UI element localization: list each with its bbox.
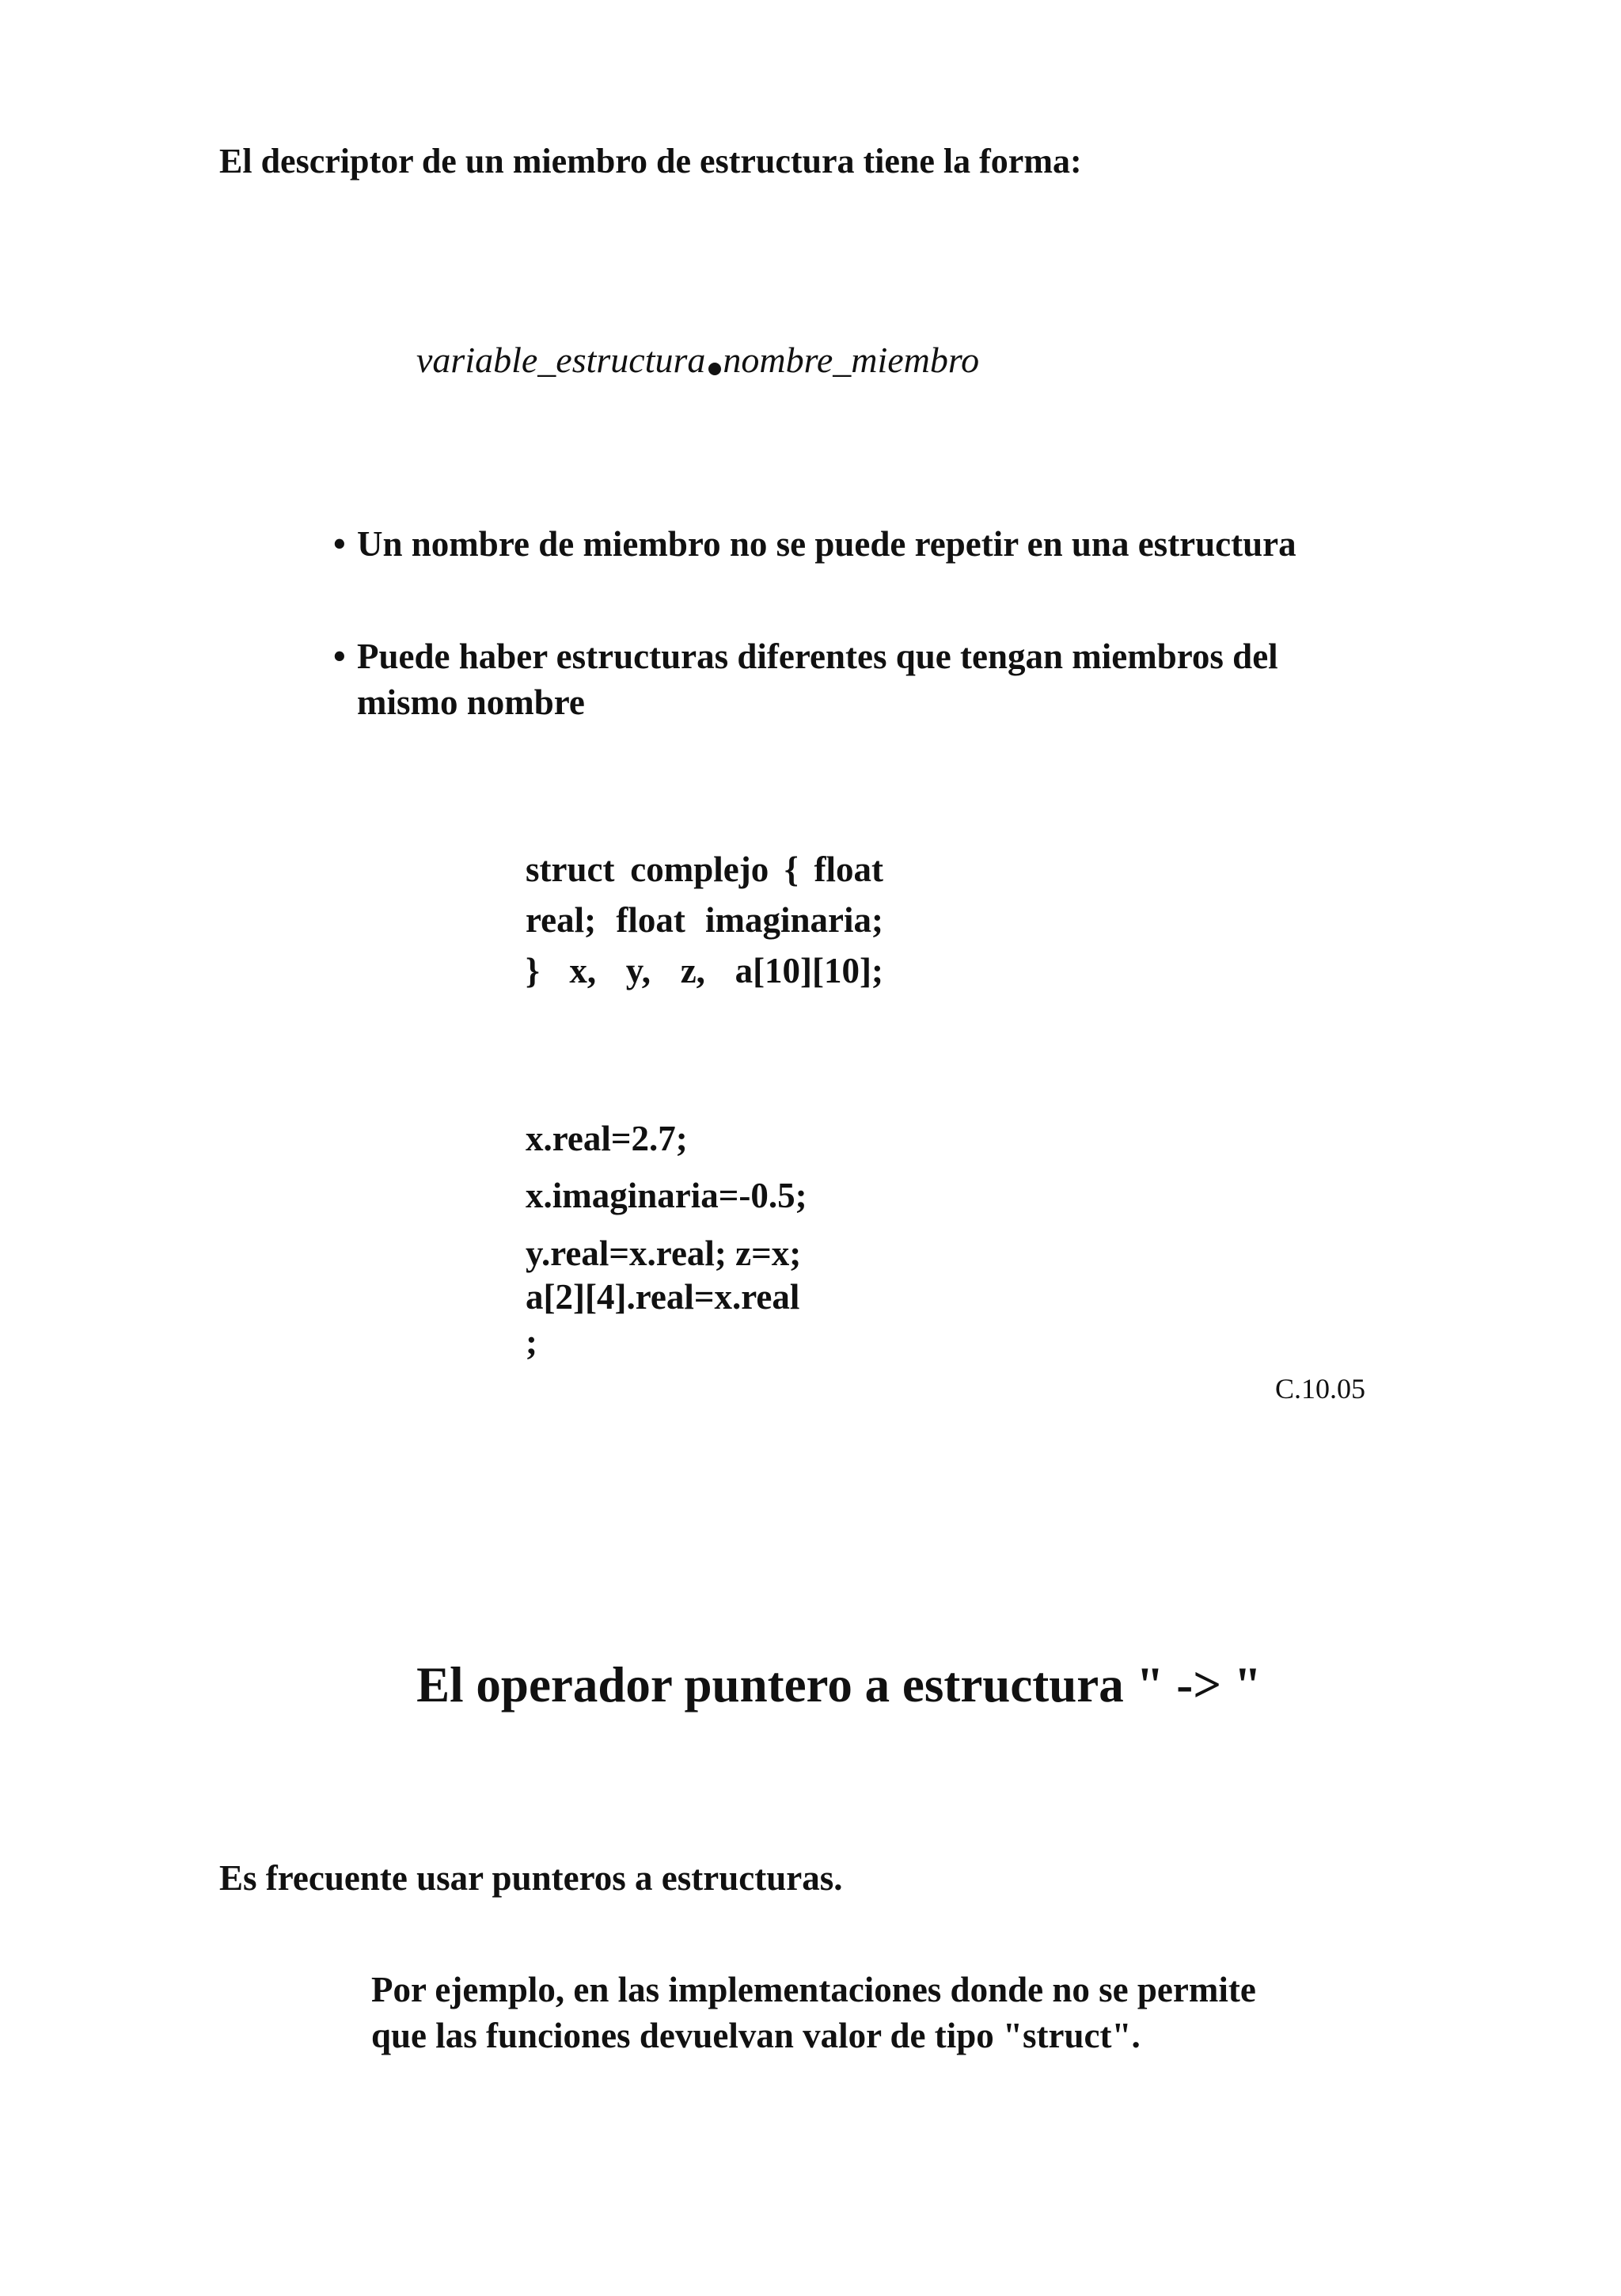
- bullet-line-continuation: mismo nombre: [357, 682, 585, 722]
- intro-text: El descriptor de un miembro de estructura tiene la forma:: [219, 142, 1082, 181]
- bullet-item: [333, 521, 1296, 567]
- code-statement: a[2][4].real=x.real: [526, 1277, 800, 1317]
- syntax-structure-variable: variable_estructura: [416, 340, 706, 380]
- code-statement: x.real=2.7;: [526, 1119, 688, 1158]
- section-title: El operador puntero a estructura " -> ": [416, 1657, 1262, 1712]
- member-descriptor-syntax: [416, 339, 979, 381]
- struct-declaration-code: struct complejo { float real; float imaginaria; } x, y, z, a[10][10];: [526, 850, 883, 990]
- code-statement: ;: [526, 1322, 537, 1362]
- bullet-text: Puede haber estructuras diferentes que tengan miembros del: [357, 637, 1278, 676]
- example-paragraph: [371, 1967, 1256, 2058]
- syntax-member-name: nombre_miembro: [723, 340, 980, 380]
- slide-reference: C.10.05: [1275, 1373, 1366, 1405]
- example-line: Por ejemplo, en las implementaciones donde no se permite: [371, 1970, 1256, 2009]
- bullet-icon: •: [333, 637, 346, 676]
- bullet-line: [333, 633, 1278, 679]
- example-line: que las funciones devuelvan valor de tipo "struct".: [371, 2016, 1141, 2055]
- bullet-line: [333, 521, 1296, 567]
- pointer-intro-text: Es frecuente usar punteros a estructuras.: [219, 1858, 843, 1898]
- code-statement: x.imaginaria=-0.5;: [526, 1176, 807, 1215]
- dot-operator-icon: [708, 363, 721, 375]
- bullet-icon: •: [333, 524, 346, 564]
- code-statement: y.real=x.real; z=x;: [526, 1234, 802, 1273]
- bullet-text: Un nombre de miembro no se puede repetir en una estructura: [357, 524, 1296, 564]
- bullet-item: [333, 633, 1278, 725]
